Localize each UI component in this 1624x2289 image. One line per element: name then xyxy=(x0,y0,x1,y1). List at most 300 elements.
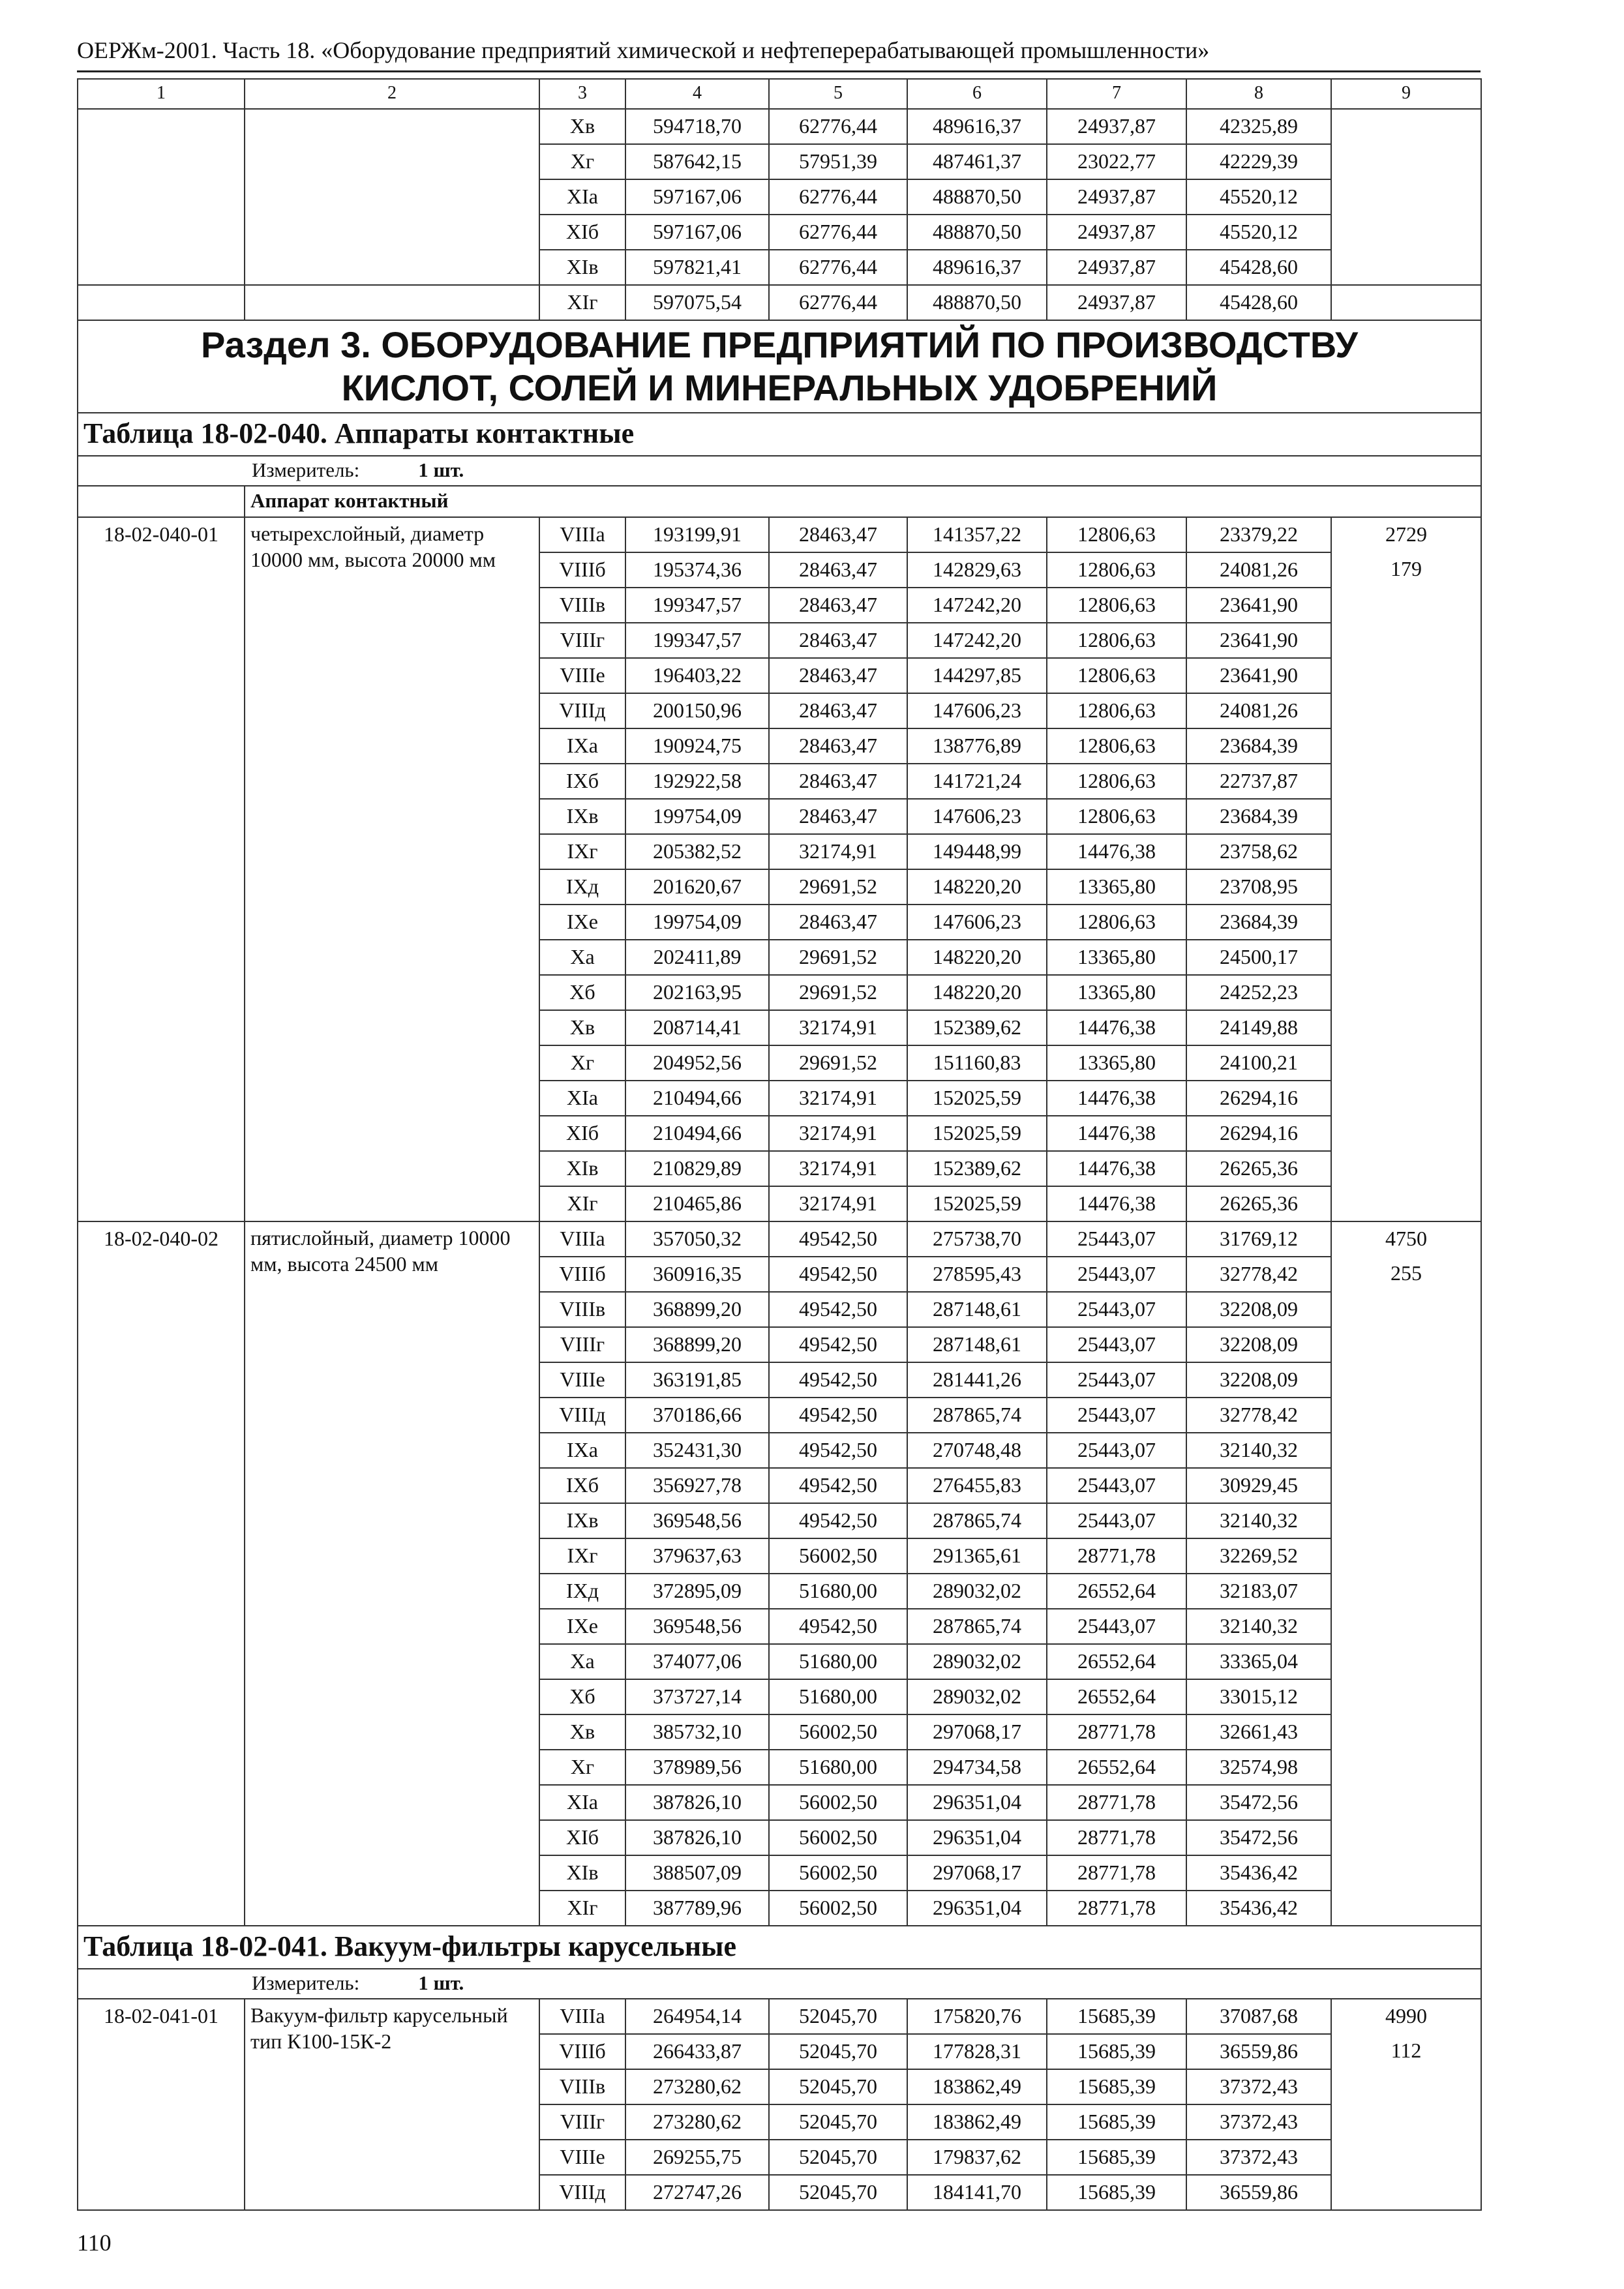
value-cell: 296351,04 xyxy=(907,1785,1047,1820)
value-cell: 26294,16 xyxy=(1186,1081,1331,1116)
class-cell: IXа xyxy=(539,1433,625,1468)
value-cell: 32140,32 xyxy=(1186,1503,1331,1538)
value-cell: 28463,47 xyxy=(769,905,907,940)
value-cell: 14476,38 xyxy=(1047,834,1186,869)
value-cell: 32174,91 xyxy=(769,1186,907,1221)
value-cell: 14476,38 xyxy=(1047,1081,1186,1116)
class-cell: IXб xyxy=(539,1468,625,1503)
value-cell: 49542,50 xyxy=(769,1257,907,1292)
table-row xyxy=(78,250,1481,285)
value-cell: 35472,56 xyxy=(1186,1820,1331,1855)
value-cell: 264954,14 xyxy=(625,1999,769,2034)
value-cell: 24500,17 xyxy=(1186,940,1331,975)
empty-cell xyxy=(78,215,245,250)
value-cell: 26552,64 xyxy=(1047,1679,1186,1714)
value-cell: 26294,16 xyxy=(1186,1116,1331,1151)
class-cell: ХIб xyxy=(539,1820,625,1855)
value-cell: 28463,47 xyxy=(769,588,907,623)
resource-cell: 2729 xyxy=(1331,517,1481,552)
value-cell: 32661,43 xyxy=(1186,1714,1331,1750)
value-cell: 272747,26 xyxy=(625,2175,769,2210)
class-cell: ХIг xyxy=(539,1186,625,1221)
value-cell: 24937,87 xyxy=(1047,179,1186,215)
group-row xyxy=(78,486,1481,517)
value-cell: 25443,07 xyxy=(1047,1433,1186,1468)
class-cell: Хб xyxy=(539,1679,625,1714)
value-cell: 14476,38 xyxy=(1047,1151,1186,1186)
class-cell: ХIв xyxy=(539,1151,625,1186)
value-cell: 210494,66 xyxy=(625,1081,769,1116)
empty-cell xyxy=(78,250,245,285)
value-cell: 23022,77 xyxy=(1047,144,1186,179)
value-cell: 205382,52 xyxy=(625,834,769,869)
value-cell: 24100,21 xyxy=(1186,1045,1331,1081)
value-cell: 32174,91 xyxy=(769,834,907,869)
class-cell: VIIIв xyxy=(539,588,625,623)
class-cell: VIIIг xyxy=(539,2104,625,2140)
value-cell: 368899,20 xyxy=(625,1292,769,1327)
value-cell: 57951,39 xyxy=(769,144,907,179)
value-cell: 49542,50 xyxy=(769,1468,907,1503)
value-cell: 32269,52 xyxy=(1186,1538,1331,1574)
class-cell: VIIIг xyxy=(539,623,625,658)
value-cell: 296351,04 xyxy=(907,1820,1047,1855)
value-cell: 15685,39 xyxy=(1047,2069,1186,2104)
class-cell: Ха xyxy=(539,1644,625,1679)
resource-cell: 179 xyxy=(1331,552,1481,588)
value-cell: 23684,39 xyxy=(1186,905,1331,940)
value-cell: 24081,26 xyxy=(1186,552,1331,588)
value-cell: 374077,06 xyxy=(625,1644,769,1679)
value-cell: 25443,07 xyxy=(1047,1257,1186,1292)
value-cell: 587642,15 xyxy=(625,144,769,179)
class-cell: ХIб xyxy=(539,215,625,250)
value-cell: 28463,47 xyxy=(769,517,907,552)
table-row xyxy=(78,144,1481,179)
value-cell: 37087,68 xyxy=(1186,1999,1331,2034)
value-cell: 12806,63 xyxy=(1047,517,1186,552)
value-cell: 32174,91 xyxy=(769,1081,907,1116)
value-cell: 287865,74 xyxy=(907,1503,1047,1538)
unit-cell xyxy=(78,456,1481,486)
value-cell: 151160,83 xyxy=(907,1045,1047,1081)
section-title xyxy=(78,320,1481,413)
value-cell: 270748,48 xyxy=(907,1433,1047,1468)
value-cell: 25443,07 xyxy=(1047,1362,1186,1398)
class-cell: ХIа xyxy=(539,179,625,215)
empty-cell xyxy=(245,109,539,144)
value-cell: 36559,86 xyxy=(1186,2034,1331,2069)
item-code: 18-02-040-01 xyxy=(78,517,245,1221)
value-cell: 193199,91 xyxy=(625,517,769,552)
value-cell: 23758,62 xyxy=(1186,834,1331,869)
value-cell: 289032,02 xyxy=(907,1574,1047,1609)
value-cell: 36559,86 xyxy=(1186,2175,1331,2210)
value-cell: 12806,63 xyxy=(1047,764,1186,799)
value-cell: 363191,85 xyxy=(625,1362,769,1398)
value-cell: 14476,38 xyxy=(1047,1186,1186,1221)
section-title-row xyxy=(78,320,1481,413)
value-cell: 25443,07 xyxy=(1047,1609,1186,1644)
resource-cell: 4750 xyxy=(1331,1221,1481,1257)
value-cell: 199347,57 xyxy=(625,623,769,658)
value-cell: 32778,42 xyxy=(1186,1398,1331,1433)
value-cell: 29691,52 xyxy=(769,975,907,1010)
empty-cell xyxy=(1331,250,1481,285)
value-cell: 201620,67 xyxy=(625,869,769,905)
class-cell: IXд xyxy=(539,869,625,905)
class-cell: ХIб xyxy=(539,1116,625,1151)
value-cell: 141357,22 xyxy=(907,517,1047,552)
value-cell: 15685,39 xyxy=(1047,2175,1186,2210)
value-cell: 12806,63 xyxy=(1047,905,1186,940)
unit-cell xyxy=(78,1969,1481,1999)
value-cell: 49542,50 xyxy=(769,1609,907,1644)
value-cell: 152389,62 xyxy=(907,1151,1047,1186)
value-cell: 196403,22 xyxy=(625,658,769,693)
class-cell: VIIIб xyxy=(539,1257,625,1292)
value-cell: 594718,70 xyxy=(625,109,769,144)
section-title-line: Раздел 3. ОБОРУДОВАНИЕ ПРЕДПРИЯТИЙ ПО ПРОИЗВОДСТВУ xyxy=(201,324,1358,365)
value-cell: 488870,50 xyxy=(907,285,1047,320)
value-cell: 32140,32 xyxy=(1186,1609,1331,1644)
value-cell: 287148,61 xyxy=(907,1292,1047,1327)
price-table xyxy=(77,78,1482,2211)
value-cell: 24149,88 xyxy=(1186,1010,1331,1045)
value-cell: 28771,78 xyxy=(1047,1538,1186,1574)
value-cell: 369548,56 xyxy=(625,1503,769,1538)
value-cell: 378989,56 xyxy=(625,1750,769,1785)
value-cell: 25443,07 xyxy=(1047,1398,1186,1433)
empty-cell xyxy=(1331,144,1481,179)
value-cell: 152025,59 xyxy=(907,1116,1047,1151)
value-cell: 56002,50 xyxy=(769,1785,907,1820)
empty-cell xyxy=(78,144,245,179)
value-cell: 32174,91 xyxy=(769,1151,907,1186)
value-cell: 26552,64 xyxy=(1047,1644,1186,1679)
value-cell: 190924,75 xyxy=(625,728,769,764)
value-cell: 56002,50 xyxy=(769,1538,907,1574)
class-cell: Ха xyxy=(539,940,625,975)
item-description: пятислойный, диаметр 10000 мм, высота 24500 мм xyxy=(245,1221,539,1926)
value-cell: 296351,04 xyxy=(907,1891,1047,1926)
page-number: 110 xyxy=(77,2230,112,2256)
class-cell: IXв xyxy=(539,1503,625,1538)
table-row xyxy=(78,109,1481,144)
value-cell: 32183,07 xyxy=(1186,1574,1331,1609)
value-cell: 597167,06 xyxy=(625,215,769,250)
item-description: Вакуум-фильтр карусельный тип К100-15К-2 xyxy=(245,1999,539,2210)
value-cell: 49542,50 xyxy=(769,1362,907,1398)
value-cell: 23641,90 xyxy=(1186,588,1331,623)
value-cell: 52045,70 xyxy=(769,1999,907,2034)
value-cell: 32208,09 xyxy=(1186,1292,1331,1327)
class-cell: IXв xyxy=(539,799,625,834)
class-cell: ХIа xyxy=(539,1081,625,1116)
class-cell: VIIIб xyxy=(539,2034,625,2069)
value-cell: 148220,20 xyxy=(907,869,1047,905)
value-cell: 385732,10 xyxy=(625,1714,769,1750)
value-cell: 183862,49 xyxy=(907,2104,1047,2140)
column-number-cell: 6 xyxy=(907,79,1047,109)
value-cell: 14476,38 xyxy=(1047,1116,1186,1151)
class-cell: IXд xyxy=(539,1574,625,1609)
class-cell: IXг xyxy=(539,834,625,869)
value-cell: 30929,45 xyxy=(1186,1468,1331,1503)
value-cell: 52045,70 xyxy=(769,2104,907,2140)
class-cell: VIIIа xyxy=(539,1999,625,2034)
value-cell: 387826,10 xyxy=(625,1820,769,1855)
value-cell: 152025,59 xyxy=(907,1186,1047,1221)
value-cell: 200150,96 xyxy=(625,693,769,728)
unit-value: 1 шт. xyxy=(418,458,464,481)
value-cell: 372895,09 xyxy=(625,1574,769,1609)
value-cell: 208714,41 xyxy=(625,1010,769,1045)
value-cell: 597821,41 xyxy=(625,250,769,285)
table-body xyxy=(78,79,1481,2210)
value-cell: 24252,23 xyxy=(1186,975,1331,1010)
value-cell: 35472,56 xyxy=(1186,1785,1331,1820)
table-row xyxy=(78,1999,1481,2034)
value-cell: 62776,44 xyxy=(769,250,907,285)
class-cell: VIIIе xyxy=(539,1362,625,1398)
value-cell: 28771,78 xyxy=(1047,1891,1186,1926)
value-cell: 184141,70 xyxy=(907,2175,1047,2210)
value-cell: 287148,61 xyxy=(907,1327,1047,1362)
value-cell: 147242,20 xyxy=(907,588,1047,623)
class-cell: ХIв xyxy=(539,250,625,285)
value-cell: 28463,47 xyxy=(769,658,907,693)
value-cell: 273280,62 xyxy=(625,2069,769,2104)
unit-label: Измеритель: xyxy=(252,1971,360,1994)
value-cell: 28463,47 xyxy=(769,693,907,728)
value-cell: 29691,52 xyxy=(769,869,907,905)
value-cell: 15685,39 xyxy=(1047,2140,1186,2175)
value-cell: 28463,47 xyxy=(769,799,907,834)
value-cell: 202163,95 xyxy=(625,975,769,1010)
item-code: 18-02-041-01 xyxy=(78,1999,245,2210)
value-cell: 45520,12 xyxy=(1186,215,1331,250)
empty-cell xyxy=(78,179,245,215)
value-cell: 202411,89 xyxy=(625,940,769,975)
class-cell: VIIIд xyxy=(539,2175,625,2210)
value-cell: 149448,99 xyxy=(907,834,1047,869)
empty-cell xyxy=(78,285,245,320)
value-cell: 25443,07 xyxy=(1047,1327,1186,1362)
value-cell: 269255,75 xyxy=(625,2140,769,2175)
value-cell: 25443,07 xyxy=(1047,1221,1186,1257)
table-title: Таблица 18-02-040. Аппараты контактные xyxy=(78,413,1481,456)
value-cell: 275738,70 xyxy=(907,1221,1047,1257)
value-cell: 210829,89 xyxy=(625,1151,769,1186)
class-cell: ХIг xyxy=(539,285,625,320)
value-cell: 62776,44 xyxy=(769,179,907,215)
value-cell: 278595,43 xyxy=(907,1257,1047,1292)
value-cell: 26552,64 xyxy=(1047,1574,1186,1609)
value-cell: 14476,38 xyxy=(1047,1010,1186,1045)
value-cell: 360916,35 xyxy=(625,1257,769,1292)
value-cell: 32574,98 xyxy=(1186,1750,1331,1785)
class-cell: Хг xyxy=(539,1045,625,1081)
table-title-row xyxy=(78,413,1481,456)
value-cell: 276455,83 xyxy=(907,1468,1047,1503)
value-cell: 23641,90 xyxy=(1186,658,1331,693)
value-cell: 12806,63 xyxy=(1047,658,1186,693)
class-cell: VIIIв xyxy=(539,1292,625,1327)
class-cell: VIIIд xyxy=(539,1398,625,1433)
value-cell: 15685,39 xyxy=(1047,2104,1186,2140)
empty-cell xyxy=(245,179,539,215)
value-cell: 13365,80 xyxy=(1047,940,1186,975)
value-cell: 42325,89 xyxy=(1186,109,1331,144)
value-cell: 144297,85 xyxy=(907,658,1047,693)
value-cell: 352431,30 xyxy=(625,1433,769,1468)
value-cell: 37372,43 xyxy=(1186,2104,1331,2140)
empty-cell xyxy=(1331,109,1481,144)
value-cell: 199754,09 xyxy=(625,799,769,834)
value-cell: 45428,60 xyxy=(1186,285,1331,320)
value-cell: 597075,54 xyxy=(625,285,769,320)
column-number-cell: 8 xyxy=(1186,79,1331,109)
resource-cell: 112 xyxy=(1331,2034,1481,2069)
value-cell: 13365,80 xyxy=(1047,1045,1186,1081)
value-cell: 56002,50 xyxy=(769,1891,907,1926)
value-cell: 49542,50 xyxy=(769,1327,907,1362)
value-cell: 294734,58 xyxy=(907,1750,1047,1785)
value-cell: 25443,07 xyxy=(1047,1503,1186,1538)
value-cell: 51680,00 xyxy=(769,1679,907,1714)
value-cell: 62776,44 xyxy=(769,285,907,320)
class-cell: Хг xyxy=(539,144,625,179)
table-row xyxy=(78,215,1481,250)
value-cell: 138776,89 xyxy=(907,728,1047,764)
class-cell: VIIIе xyxy=(539,2140,625,2175)
value-cell: 152025,59 xyxy=(907,1081,1047,1116)
value-cell: 388507,09 xyxy=(625,1855,769,1891)
value-cell: 12806,63 xyxy=(1047,728,1186,764)
value-cell: 195374,36 xyxy=(625,552,769,588)
value-cell: 32174,91 xyxy=(769,1116,907,1151)
value-cell: 35436,42 xyxy=(1186,1855,1331,1891)
value-cell: 28771,78 xyxy=(1047,1855,1186,1891)
value-cell: 35436,42 xyxy=(1186,1891,1331,1926)
value-cell: 199754,09 xyxy=(625,905,769,940)
value-cell: 12806,63 xyxy=(1047,552,1186,588)
empty-cell xyxy=(245,215,539,250)
value-cell: 56002,50 xyxy=(769,1820,907,1855)
value-cell: 49542,50 xyxy=(769,1292,907,1327)
value-cell: 297068,17 xyxy=(907,1855,1047,1891)
value-cell: 23708,95 xyxy=(1186,869,1331,905)
unit-row xyxy=(78,456,1481,486)
value-cell: 488870,50 xyxy=(907,215,1047,250)
value-cell: 15685,39 xyxy=(1047,2034,1186,2069)
table-row xyxy=(78,1221,1481,1257)
value-cell: 32778,42 xyxy=(1186,1257,1331,1292)
value-cell: 23641,90 xyxy=(1186,623,1331,658)
empty-cell xyxy=(1331,588,1481,1221)
column-number-row xyxy=(78,79,1481,109)
value-cell: 26265,36 xyxy=(1186,1151,1331,1186)
value-cell: 287865,74 xyxy=(907,1609,1047,1644)
class-cell: Хв xyxy=(539,1714,625,1750)
value-cell: 597167,06 xyxy=(625,179,769,215)
value-cell: 31769,12 xyxy=(1186,1221,1331,1257)
value-cell: 23684,39 xyxy=(1186,799,1331,834)
value-cell: 37372,43 xyxy=(1186,2069,1331,2104)
value-cell: 287865,74 xyxy=(907,1398,1047,1433)
value-cell: 24937,87 xyxy=(1047,215,1186,250)
value-cell: 52045,70 xyxy=(769,2069,907,2104)
value-cell: 49542,50 xyxy=(769,1398,907,1433)
value-cell: 28771,78 xyxy=(1047,1785,1186,1820)
value-cell: 28771,78 xyxy=(1047,1820,1186,1855)
empty-cell xyxy=(1331,1292,1481,1926)
header-rule xyxy=(77,70,1481,72)
value-cell: 12806,63 xyxy=(1047,623,1186,658)
value-cell: 291365,61 xyxy=(907,1538,1047,1574)
value-cell: 289032,02 xyxy=(907,1679,1047,1714)
value-cell: 148220,20 xyxy=(907,940,1047,975)
unit-value: 1 шт. xyxy=(418,1971,464,1994)
value-cell: 373727,14 xyxy=(625,1679,769,1714)
column-number-cell: 4 xyxy=(625,79,769,109)
class-cell: IXг xyxy=(539,1538,625,1574)
value-cell: 28463,47 xyxy=(769,623,907,658)
value-cell: 175820,76 xyxy=(907,1999,1047,2034)
value-cell: 33015,12 xyxy=(1186,1679,1331,1714)
value-cell: 24937,87 xyxy=(1047,250,1186,285)
value-cell: 147242,20 xyxy=(907,623,1047,658)
value-cell: 28771,78 xyxy=(1047,1714,1186,1750)
value-cell: 489616,37 xyxy=(907,250,1047,285)
value-cell: 51680,00 xyxy=(769,1644,907,1679)
empty-cell xyxy=(78,486,245,517)
value-cell: 297068,17 xyxy=(907,1714,1047,1750)
class-cell: Хб xyxy=(539,975,625,1010)
empty-cell xyxy=(245,250,539,285)
class-cell: VIIIг xyxy=(539,1327,625,1362)
section-title-line: КИСЛОТ, СОЛЕЙ И МИНЕРАЛЬНЫХ УДОБРЕНИЙ xyxy=(341,367,1218,408)
table-title-row xyxy=(78,1926,1481,1969)
group-title: Аппарат контактный xyxy=(245,486,1481,517)
value-cell: 37372,43 xyxy=(1186,2140,1331,2175)
value-cell: 26552,64 xyxy=(1047,1750,1186,1785)
value-cell: 183862,49 xyxy=(907,2069,1047,2104)
value-cell: 32208,09 xyxy=(1186,1362,1331,1398)
value-cell: 357050,32 xyxy=(625,1221,769,1257)
value-cell: 23379,22 xyxy=(1186,517,1331,552)
value-cell: 177828,31 xyxy=(907,2034,1047,2069)
empty-cell xyxy=(78,109,245,144)
value-cell: 49542,50 xyxy=(769,1503,907,1538)
resource-cell: 255 xyxy=(1331,1257,1481,1292)
value-cell: 289032,02 xyxy=(907,1644,1047,1679)
value-cell: 273280,62 xyxy=(625,2104,769,2140)
value-cell: 210494,66 xyxy=(625,1116,769,1151)
value-cell: 13365,80 xyxy=(1047,975,1186,1010)
table-row xyxy=(78,517,1481,552)
value-cell: 28463,47 xyxy=(769,552,907,588)
value-cell: 13365,80 xyxy=(1047,869,1186,905)
value-cell: 32140,32 xyxy=(1186,1433,1331,1468)
value-cell: 26265,36 xyxy=(1186,1186,1331,1221)
value-cell: 62776,44 xyxy=(769,215,907,250)
value-cell: 24937,87 xyxy=(1047,109,1186,144)
class-cell: IXе xyxy=(539,905,625,940)
value-cell: 370186,66 xyxy=(625,1398,769,1433)
column-number-cell: 5 xyxy=(769,79,907,109)
